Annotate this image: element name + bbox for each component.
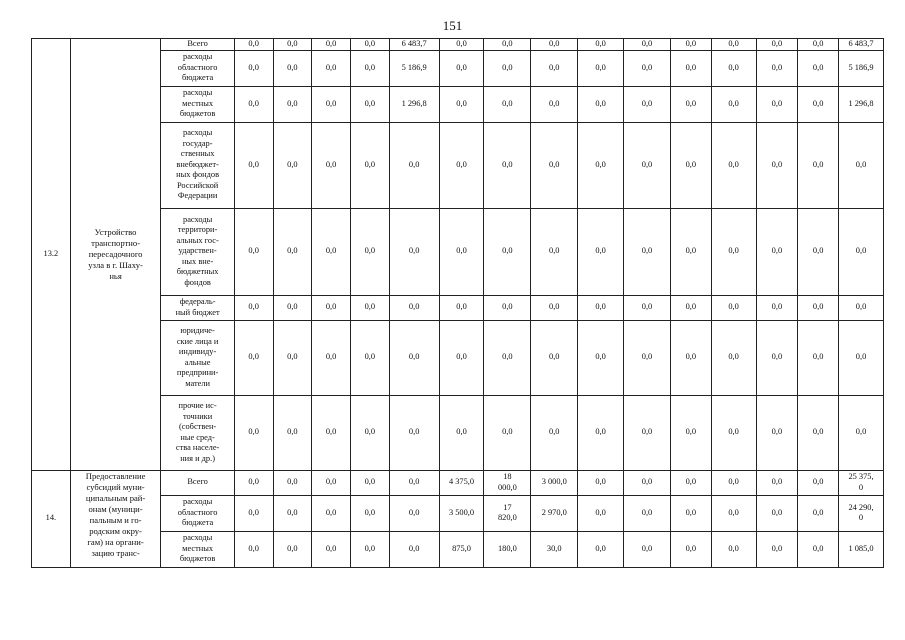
total-cell: 5 186,9 [839,50,884,86]
year-value-cell: 0,0 [389,208,439,295]
funding-source: расходы территори- альных гос- ударствен- ных вне- бюджетных фондов [161,208,234,295]
year-value-cell: 0,0 [578,470,624,495]
year-value-cell: 0,0 [798,39,839,51]
year-value-cell: 0,0 [350,531,389,567]
year-value-cell: 0,0 [350,395,389,470]
year-value-cell: 0,0 [312,208,351,295]
year-value-cell: 0,0 [312,122,351,208]
year-value-cell: 0,0 [624,495,671,531]
year-value-cell: 0,0 [711,50,756,86]
year-value-cell: 3 000,0 [531,470,578,495]
year-value-cell: 0,0 [312,295,351,320]
funding-source: расходы областного бюджета [161,50,234,86]
year-value-cell: 0,0 [484,86,531,122]
funding-source: прочие ис- точники (собствен- ные сред- ства населе- ния и др.) [161,395,234,470]
year-value-cell: 0,0 [624,395,671,470]
year-value-cell: 0,0 [234,495,273,531]
year-value-cell: 0,0 [670,39,711,51]
year-value-cell: 0,0 [711,495,756,531]
year-value-cell: 0,0 [670,50,711,86]
year-value-cell: 0,0 [578,208,624,295]
year-value-cell: 0,0 [273,470,312,495]
year-value-cell: 0,0 [350,470,389,495]
year-value-cell: 0,0 [624,39,671,51]
year-value-cell: 0,0 [798,320,839,395]
year-value-cell: 0,0 [531,86,578,122]
year-value-cell: 0,0 [624,531,671,567]
year-value-cell: 875,0 [439,531,484,567]
section-14 [32,470,884,567]
year-value-cell: 0,0 [756,495,798,531]
year-value-cell: 0,0 [273,208,312,295]
item-name: Предоставление субсидий муни- ципальным рай- онам (муници- пальным и го- родским окру- гам) на органи- зацию транс- [70,470,161,567]
year-value-cell: 0,0 [670,295,711,320]
year-value-cell: 0,0 [312,50,351,86]
year-value-cell: 0,0 [578,320,624,395]
funding-source: расходы государ- ственных внебюджет- ных фондов Российской Федерации [161,122,234,208]
total-cell: 25 375, 0 [839,470,884,495]
year-value-cell: 0,0 [578,50,624,86]
total-cell: 0,0 [839,122,884,208]
year-value-cell: 0,0 [439,86,484,122]
year-value-cell: 0,0 [624,208,671,295]
year-value-cell: 0,0 [350,50,389,86]
year-value-cell: 0,0 [670,122,711,208]
year-value-cell: 0,0 [578,86,624,122]
year-value-cell: 0,0 [711,122,756,208]
item-name: Устройство транспортно- пересадочного узла в г. Шаху- нья [70,39,161,471]
year-value-cell: 0,0 [670,320,711,395]
funding-source: расходы местных бюджетов [161,86,234,122]
year-value-cell: 0,0 [234,208,273,295]
year-value-cell: 18 000,0 [484,470,531,495]
year-value-cell: 0,0 [439,122,484,208]
year-value-cell: 0,0 [312,531,351,567]
year-value-cell: 0,0 [624,320,671,395]
funding-source: Всего [161,470,234,495]
year-value-cell: 0,0 [389,495,439,531]
year-value-cell: 0,0 [624,50,671,86]
year-value-cell: 0,0 [798,295,839,320]
year-value-cell: 0,0 [578,122,624,208]
budget-table [31,38,884,568]
year-value-cell: 0,0 [389,395,439,470]
year-value-cell: 0,0 [439,50,484,86]
total-cell: 6 483,7 [839,39,884,51]
year-value-cell: 0,0 [531,295,578,320]
year-value-cell: 0,0 [711,295,756,320]
year-value-cell: 0,0 [756,395,798,470]
year-value-cell: 0,0 [273,86,312,122]
year-value-cell: 0,0 [798,395,839,470]
year-value-cell: 0,0 [670,531,711,567]
total-cell: 0,0 [839,295,884,320]
year-value-cell: 0,0 [273,320,312,395]
funding-source: расходы местных бюджетов [161,531,234,567]
year-value-cell: 0,0 [711,208,756,295]
year-value-cell: 0,0 [439,320,484,395]
funding-source: Всего [161,39,234,51]
year-value-cell: 0,0 [273,39,312,51]
funding-source: федераль- ный бюджет [161,295,234,320]
year-value-cell: 0,0 [234,86,273,122]
year-value-cell: 0,0 [234,395,273,470]
year-value-cell: 0,0 [578,495,624,531]
year-value-cell: 0,0 [484,295,531,320]
year-value-cell: 1 296,8 [389,86,439,122]
year-value-cell: 0,0 [711,320,756,395]
year-value-cell: 0,0 [389,295,439,320]
year-value-cell: 0,0 [531,208,578,295]
year-value-cell: 0,0 [389,531,439,567]
year-value-cell: 0,0 [234,531,273,567]
table-row [32,470,884,495]
year-value-cell: 0,0 [531,39,578,51]
year-value-cell: 0,0 [273,495,312,531]
year-value-cell: 0,0 [578,295,624,320]
funding-source: юридиче- ские лица и индивиду- альные предприни- матели [161,320,234,395]
year-value-cell: 0,0 [756,295,798,320]
year-value-cell: 3 500,0 [439,495,484,531]
year-value-cell: 0,0 [439,295,484,320]
year-value-cell: 0,0 [670,495,711,531]
year-value-cell: 0,0 [484,395,531,470]
year-value-cell: 0,0 [312,470,351,495]
year-value-cell: 0,0 [711,395,756,470]
funding-source: расходы областного бюджета [161,495,234,531]
year-value-cell: 0,0 [484,208,531,295]
year-value-cell: 0,0 [756,531,798,567]
year-value-cell: 2 970,0 [531,495,578,531]
year-value-cell: 0,0 [484,320,531,395]
year-value-cell: 0,0 [624,122,671,208]
year-value-cell: 0,0 [350,208,389,295]
year-value-cell: 0,0 [484,50,531,86]
year-value-cell: 0,0 [273,395,312,470]
page-number: 151 [442,18,463,33]
year-value-cell: 0,0 [389,470,439,495]
year-value-cell: 0,0 [711,470,756,495]
total-cell: 0,0 [839,208,884,295]
year-value-cell: 0,0 [624,86,671,122]
total-cell: 0,0 [839,395,884,470]
year-value-cell: 0,0 [273,531,312,567]
year-value-cell: 0,0 [756,320,798,395]
year-value-cell: 0,0 [578,395,624,470]
year-value-cell: 0,0 [756,39,798,51]
year-value-cell: 0,0 [798,495,839,531]
year-value-cell: 0,0 [312,39,351,51]
year-value-cell: 0,0 [350,122,389,208]
year-value-cell: 0,0 [234,320,273,395]
year-value-cell: 0,0 [234,470,273,495]
year-value-cell: 0,0 [798,86,839,122]
year-value-cell: 17 820,0 [484,495,531,531]
year-value-cell: 0,0 [350,320,389,395]
year-value-cell: 0,0 [531,395,578,470]
year-value-cell: 5 186,9 [389,50,439,86]
year-value-cell: 0,0 [531,320,578,395]
year-value-cell: 0,0 [312,86,351,122]
year-value-cell: 0,0 [389,122,439,208]
year-value-cell: 0,0 [798,50,839,86]
year-value-cell: 0,0 [670,86,711,122]
year-value-cell: 0,0 [234,295,273,320]
year-value-cell: 0,0 [312,320,351,395]
year-value-cell: 0,0 [670,395,711,470]
year-value-cell: 0,0 [798,531,839,567]
year-value-cell: 0,0 [312,495,351,531]
year-value-cell: 0,0 [350,495,389,531]
year-value-cell: 0,0 [439,395,484,470]
year-value-cell: 0,0 [312,395,351,470]
table-row [32,39,884,51]
total-cell: 1 296,8 [839,86,884,122]
year-value-cell: 0,0 [439,208,484,295]
year-value-cell: 0,0 [798,208,839,295]
year-value-cell: 0,0 [350,86,389,122]
year-value-cell: 0,0 [531,122,578,208]
year-value-cell: 0,0 [624,295,671,320]
year-value-cell: 0,0 [273,122,312,208]
year-value-cell: 0,0 [624,470,671,495]
year-value-cell: 0,0 [234,50,273,86]
year-value-cell: 0,0 [756,208,798,295]
year-value-cell: 0,0 [711,86,756,122]
year-value-cell: 0,0 [670,208,711,295]
total-cell: 0,0 [839,320,884,395]
year-value-cell: 30,0 [531,531,578,567]
item-number: 13.2 [32,39,71,471]
year-value-cell: 0,0 [756,470,798,495]
year-value-cell: 0,0 [798,470,839,495]
year-value-cell: 0,0 [350,39,389,51]
year-value-cell: 0,0 [439,39,484,51]
year-value-cell: 0,0 [234,122,273,208]
year-value-cell: 0,0 [484,122,531,208]
year-value-cell: 0,0 [350,295,389,320]
year-value-cell: 0,0 [756,50,798,86]
year-value-cell: 0,0 [578,39,624,51]
year-value-cell: 4 375,0 [439,470,484,495]
total-cell: 1 085,0 [839,531,884,567]
year-value-cell: 0,0 [798,122,839,208]
year-value-cell: 0,0 [273,295,312,320]
year-value-cell: 0,0 [756,122,798,208]
year-value-cell: 0,0 [711,531,756,567]
year-value-cell: 0,0 [273,50,312,86]
section-13-2 [32,39,884,471]
year-value-cell: 0,0 [389,320,439,395]
total-cell: 24 290, 0 [839,495,884,531]
year-value-cell: 0,0 [578,531,624,567]
year-value-cell: 0,0 [484,39,531,51]
year-value-cell: 6 483,7 [389,39,439,51]
item-number: 14. [32,470,71,567]
year-value-cell: 0,0 [670,470,711,495]
year-value-cell: 0,0 [234,39,273,51]
year-value-cell: 0,0 [756,86,798,122]
year-value-cell: 0,0 [531,50,578,86]
year-value-cell: 180,0 [484,531,531,567]
year-value-cell: 0,0 [711,39,756,51]
